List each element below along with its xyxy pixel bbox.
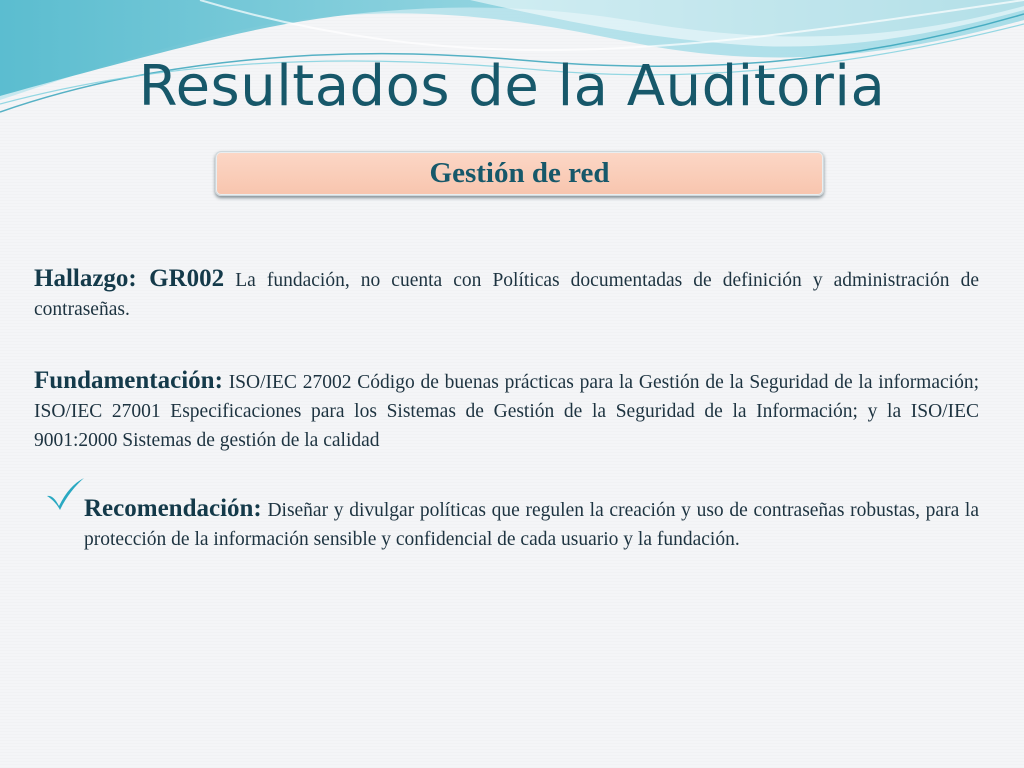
recommendation-paragraph (84, 494, 979, 554)
check-icon (44, 476, 86, 512)
basis-label: Fundamentación: (34, 367, 223, 394)
section-title: Gestión de red (429, 157, 610, 189)
finding-label: Hallazgo: GR002 (34, 265, 225, 292)
basis-paragraph (34, 366, 979, 455)
recommendation-label: Recomendación: (84, 495, 262, 522)
finding-text: La fundación, no cuenta con Políticas documentadas de definición y administración de contraseñas. (34, 270, 979, 320)
recommendation-text: Diseñar y divulgar políticas que regulen la creación y uso de contraseñas robustas, para la protección de la información sensible y confidencial de cada usuario y la fundación. (84, 500, 979, 550)
finding-paragraph (34, 264, 979, 324)
basis-text: ISO/IEC 27002 Código de buenas prácticas para la Gestión de la Seguridad de la información; ISO/IEC 27001 Especificaciones para los Sistemas de Gestión de la Seguridad de la Información; y la ISO/IEC 9001:2000 Sistemas de gestión de la calidad (34, 372, 979, 451)
slide-title: Resultados de la Auditoria (138, 54, 886, 119)
section-header (215, 151, 824, 196)
